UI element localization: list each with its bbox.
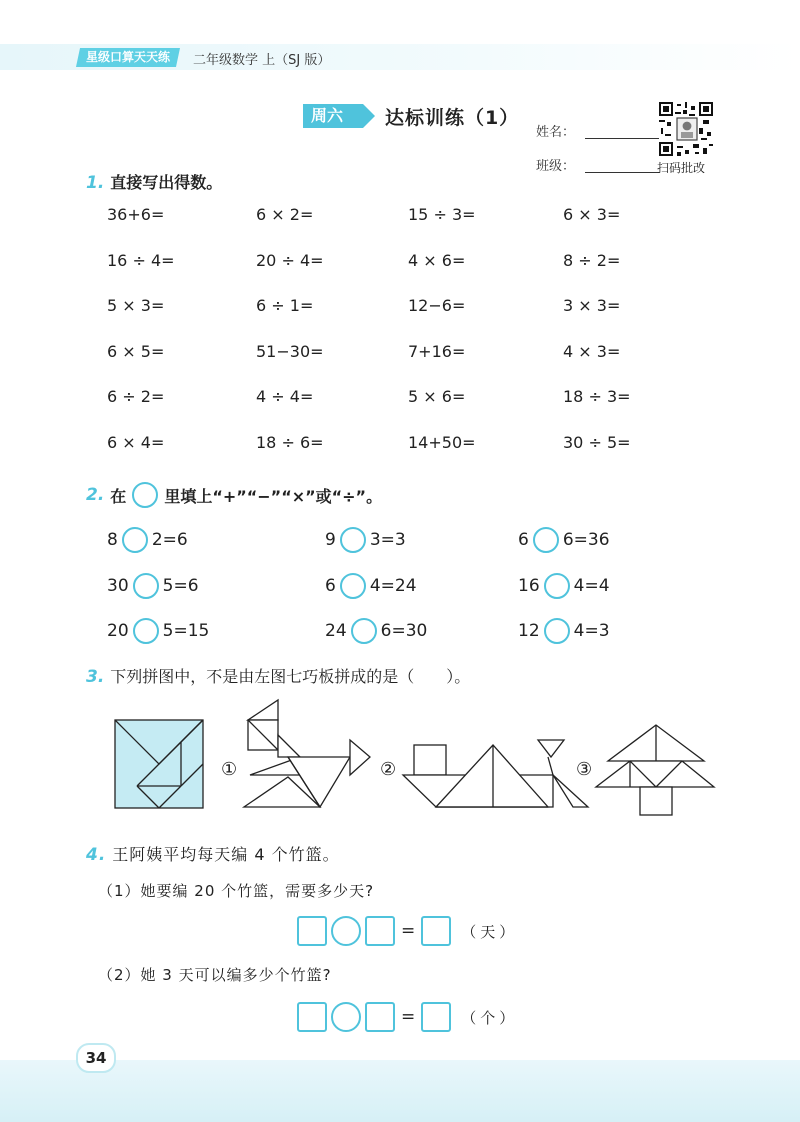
- result-box[interactable]: [421, 1002, 451, 1032]
- arithmetic-item: 6 ÷ 2=: [107, 387, 165, 406]
- operator-circle[interactable]: [331, 1002, 361, 1032]
- operator-circle[interactable]: [351, 618, 377, 644]
- arithmetic-item: 8 ÷ 2=: [563, 250, 621, 270]
- q4-sub2: （2）她 3 天可以编多少个竹篮?: [98, 966, 332, 984]
- answer-box[interactable]: [297, 1002, 327, 1032]
- option-2-label: ②: [380, 759, 397, 780]
- figure-3: [596, 725, 714, 815]
- operator-fill-item: [518, 527, 610, 553]
- arithmetic-item: 6 × 2=: [256, 205, 314, 224]
- q4-heading: 4. 王阿姨平均每天编 4 个竹篮。: [86, 845, 340, 865]
- left-operand: 12: [518, 621, 540, 641]
- figure-1: [244, 700, 370, 807]
- arithmetic-item: 36+6=: [107, 205, 165, 224]
- left-operand: 16: [518, 575, 540, 596]
- operator-circle[interactable]: [544, 618, 570, 644]
- right-expression: 6=30: [380, 621, 428, 641]
- operator-fill-item: [107, 573, 199, 599]
- series-tag: 星级口算天天练: [76, 48, 180, 67]
- tangram-figures: [108, 695, 728, 835]
- arithmetic-item: 6 ÷ 1=: [256, 296, 314, 315]
- left-operand: 30: [107, 575, 129, 596]
- option-3-label: ③: [576, 759, 593, 780]
- unit-label: （天）: [461, 922, 519, 941]
- right-expression: 5=15: [162, 621, 210, 641]
- qr-code-icon[interactable]: [659, 102, 713, 156]
- tangram-square: [115, 720, 203, 808]
- operator-circle[interactable]: [122, 527, 148, 553]
- q2-heading: 2. 在 里填上“+”“−”“×”或“÷”。: [86, 482, 382, 508]
- day-tag: 周六: [303, 104, 363, 128]
- arithmetic-item: 16 ÷ 4=: [107, 250, 175, 270]
- arithmetic-item: 15 ÷ 3=: [408, 205, 476, 224]
- left-operand: 9: [325, 530, 336, 550]
- q4-answer-row-2: [297, 1002, 518, 1032]
- qr-label: 扫码批改: [657, 161, 706, 175]
- operator-circle[interactable]: [340, 573, 366, 599]
- left-operand: 6: [518, 530, 529, 550]
- operator-fill-item: [107, 618, 209, 644]
- equals-sign: =: [401, 1007, 416, 1027]
- page-title: [303, 103, 519, 129]
- left-operand: 6: [325, 575, 336, 596]
- right-expression: 4=24: [369, 575, 417, 596]
- circle-icon: [132, 482, 158, 508]
- right-expression: 2=6: [151, 530, 188, 550]
- right-expression: 3=3: [369, 530, 406, 550]
- operator-fill-item: [325, 527, 406, 553]
- right-expression: 4=4: [573, 575, 610, 596]
- arithmetic-item: 6 × 4=: [107, 432, 165, 452]
- operator-circle[interactable]: [331, 916, 361, 946]
- figure-2: [403, 740, 588, 807]
- q4-sub1: （1）她要编 20 个竹篮，需要多少天?: [98, 882, 375, 900]
- q4-answer-row-1: [297, 916, 518, 946]
- q1-heading: 1. 直接写出得数。: [86, 173, 223, 193]
- q3-heading: 3. 下列拼图中，不是由左图七巧板拼成的是（ ）。: [86, 667, 471, 687]
- right-expression: 4=3: [573, 621, 610, 641]
- arithmetic-item: 18 ÷ 6=: [256, 432, 324, 452]
- arithmetic-item: 4 ÷ 4=: [256, 387, 314, 406]
- operator-fill-item: [325, 618, 427, 644]
- operator-fill-item: [518, 618, 610, 644]
- arithmetic-item: 30 ÷ 5=: [563, 432, 631, 452]
- unit-label: （个）: [461, 1008, 519, 1027]
- operator-circle[interactable]: [533, 527, 559, 553]
- arithmetic-item: 18 ÷ 3=: [563, 387, 631, 406]
- arithmetic-item: 4 × 6=: [408, 250, 466, 270]
- answer-box[interactable]: [297, 916, 327, 946]
- right-expression: 6=36: [562, 530, 610, 550]
- option-1-label: ①: [221, 759, 238, 780]
- operator-fill-item: [325, 573, 417, 599]
- left-operand: 8: [107, 530, 118, 550]
- answer-box[interactable]: [365, 916, 395, 946]
- arithmetic-item: 6 × 5=: [107, 341, 165, 361]
- arithmetic-item: 14+50=: [408, 432, 476, 452]
- arithmetic-item: 20 ÷ 4=: [256, 250, 324, 270]
- operator-circle[interactable]: [340, 527, 366, 553]
- page-number: 34: [76, 1043, 116, 1073]
- operator-circle[interactable]: [133, 573, 159, 599]
- answer-box[interactable]: [365, 1002, 395, 1032]
- operator-circle[interactable]: [133, 618, 159, 644]
- operator-circle[interactable]: [544, 573, 570, 599]
- arithmetic-item: 12−6=: [408, 296, 466, 315]
- operator-fill-item: [518, 573, 610, 599]
- arithmetic-item: 51−30=: [256, 341, 324, 361]
- arithmetic-item: 5 × 3=: [107, 296, 165, 315]
- class-field[interactable]: 班级：: [536, 155, 659, 174]
- arithmetic-item: 6 × 3=: [563, 205, 621, 224]
- book-subtitle: 二年级数学 上（SJ 版）: [193, 53, 331, 68]
- left-operand: 24: [325, 621, 347, 641]
- arithmetic-item: 7+16=: [408, 341, 466, 361]
- operator-fill-item: [107, 527, 188, 553]
- arithmetic-item: 5 × 6=: [408, 387, 466, 406]
- equals-sign: =: [401, 921, 416, 941]
- arithmetic-item: 3 × 3=: [563, 296, 621, 315]
- name-field[interactable]: 姓名：: [536, 121, 659, 140]
- footer-band: [0, 1060, 800, 1122]
- arithmetic-item: 4 × 3=: [563, 341, 621, 361]
- result-box[interactable]: [421, 916, 451, 946]
- left-operand: 20: [107, 621, 129, 641]
- title-text: 达标训练（1）: [385, 106, 520, 129]
- right-expression: 5=6: [162, 575, 199, 596]
